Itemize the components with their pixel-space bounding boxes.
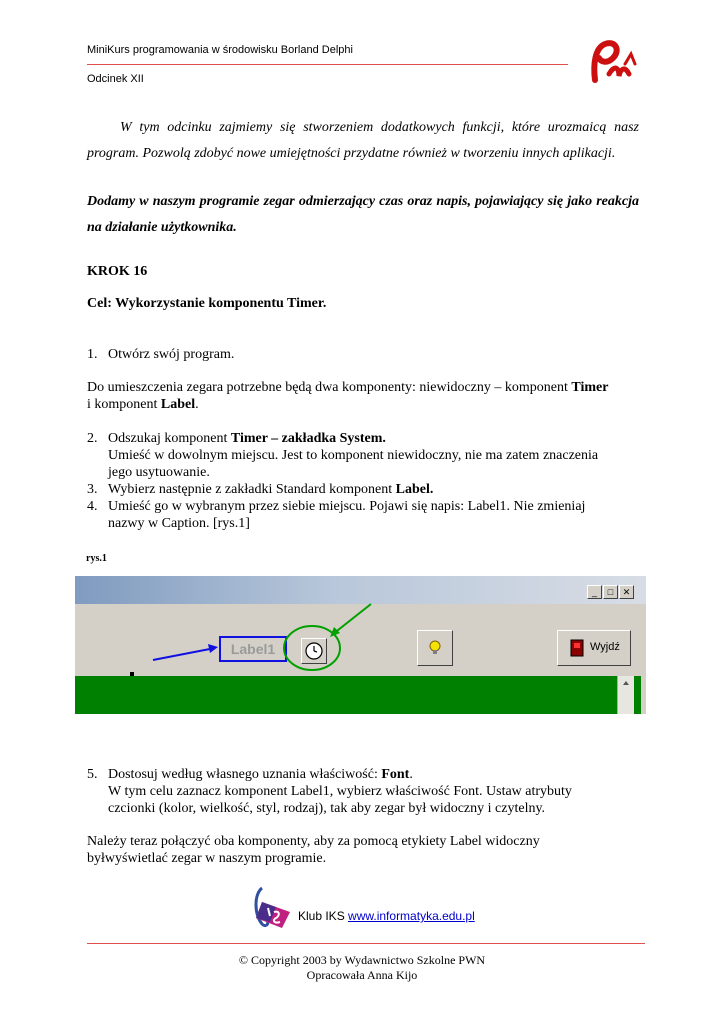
club-name: Klub IKS: [298, 909, 345, 923]
intro-paragraph: W tym odcinku zajmiemy się stworzeniem dodatkowych funkcji, które urozmaicą nasz program. Pozwolą zdobyć nowe umiejętności przydatne również w tworzeniu innych aplikacji.: [87, 120, 639, 161]
list-item: Otwórz swój program.: [108, 347, 235, 362]
club-url-link[interactable]: www.informatyka.edu.pl: [348, 909, 475, 923]
copyright: © Copyright 2003 by Wydawnictwo Szkolne PWN: [238, 953, 486, 967]
list-item-number: 2.: [87, 431, 98, 446]
note-label: Label: [160, 397, 196, 412]
note-timer: Timer: [571, 380, 609, 395]
author: Opracowała Anna Kijo: [306, 968, 418, 982]
publisher-logo: [585, 34, 641, 90]
footer-divider: [87, 943, 645, 944]
step-goal: Cel: Wykorzystanie komponentu Timer.: [87, 296, 327, 311]
close-button[interactable]: ✕: [619, 585, 634, 599]
note-text: i komponent: [87, 397, 161, 412]
item-text: .: [409, 767, 413, 782]
vertical-scrollbar[interactable]: [617, 676, 634, 714]
green-arrow: [333, 604, 371, 634]
exit-label: Wyjdź: [590, 641, 620, 653]
item-text: nazwy w Caption. [rys.1]: [108, 516, 250, 531]
minimize-button[interactable]: _: [587, 585, 602, 599]
closing-paragraph: [87, 833, 647, 867]
green-panel: [75, 676, 641, 714]
form-screenshot: [75, 576, 646, 714]
note-text: .: [195, 397, 199, 412]
list-item-number: 1.: [87, 347, 98, 362]
figure-caption: rys.1: [86, 553, 107, 564]
item-bold: Label.: [395, 482, 434, 497]
blue-arrow-head: [208, 644, 218, 653]
item-bold: Timer – zakładka System.: [230, 431, 386, 446]
iks-logo: [248, 884, 296, 932]
item-text: Dostosuj według własnego uznania właściwość:: [108, 767, 382, 782]
item-text: Odszukaj komponent: [108, 431, 231, 446]
note-text: Do umieszczenia zegara potrzebne będą dwa komponenty: niewidoczny – komponent: [87, 380, 572, 395]
item-text: jego usytuowanie.: [108, 465, 210, 480]
green-circle-highlight: [284, 626, 340, 670]
list-item: [108, 766, 648, 817]
maximize-button[interactable]: □: [603, 585, 618, 599]
list-item-number: 3.: [87, 482, 98, 497]
blue-arrow: [153, 648, 215, 660]
goal-paragraph: Dodamy w naszym programie zegar odmierzający czas oraz napis, pojawiający się jako reakcja na działanie użytkownika.: [87, 194, 639, 235]
components-note: [87, 379, 647, 413]
club-footer: [298, 909, 475, 923]
list-item: [108, 430, 648, 481]
course-title: MiniKurs programowania w środowisku Borland Delphi: [87, 44, 353, 56]
list-item-number: 5.: [87, 767, 98, 782]
item-text: W tym celu zaznacz komponent Label1, wybierz właściwość Font. Ustaw atrybuty: [108, 784, 572, 799]
list-item: [108, 498, 648, 532]
item-text: Umieść go w wybranym przez siebie miejscu. Pojawi się napis: Label1. Nie zmieniaj: [108, 499, 586, 514]
closing-line: Należy teraz połączyć oba komponenty, aby za pomocą etykiety Label widoczny: [87, 834, 540, 849]
list-item-number: 4.: [87, 499, 98, 514]
label1-component[interactable]: Label1: [219, 636, 287, 662]
item-text: Wybierz następnie z zakładki Standard komponent: [108, 482, 396, 497]
step-heading: KROK 16: [87, 264, 148, 279]
item-bold: Font: [381, 767, 410, 782]
item-text: Umieść w dowolnym miejscu. Jest to komponent niewidoczny, nie ma zatem znaczenia: [108, 448, 599, 463]
closing-line: byłwyświetlać zegar w naszym programie.: [87, 851, 327, 866]
scroll-up-icon: [618, 677, 634, 689]
item-text: czcionki (kolor, wielkość, styl, rodzaj), tak aby zegar był widoczny i czytelny.: [108, 801, 546, 816]
episode-label: Odcinek XII: [87, 73, 144, 85]
header-divider: [87, 64, 568, 65]
list-item: [108, 481, 433, 498]
